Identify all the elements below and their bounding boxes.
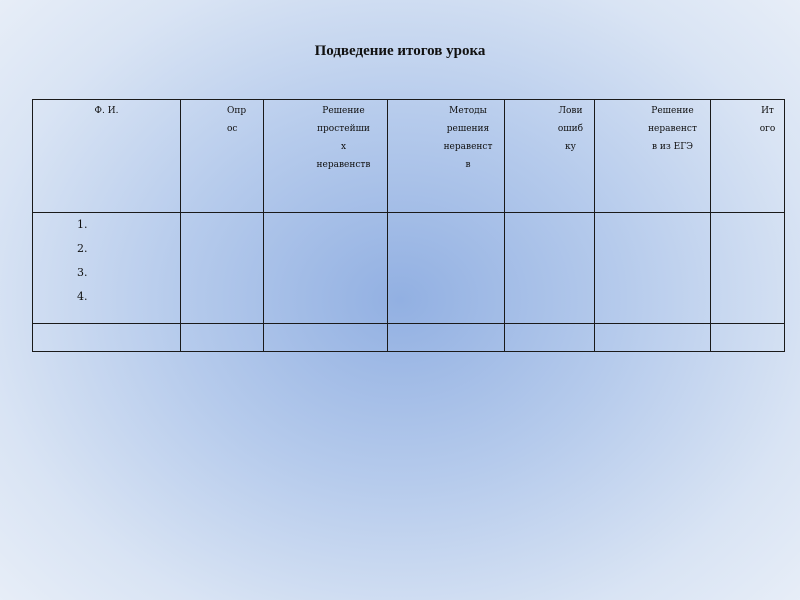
cell-prostye-neravenstva[interactable] bbox=[264, 213, 388, 324]
header-metody-line-4: в bbox=[465, 160, 471, 170]
results-table bbox=[32, 99, 785, 352]
header-fio bbox=[33, 100, 181, 213]
cell-empty[interactable] bbox=[711, 324, 785, 352]
cell-empty[interactable] bbox=[505, 324, 595, 352]
header-metody-line-3: неравенст bbox=[443, 142, 493, 152]
header-row bbox=[33, 100, 785, 213]
header-lovi-line-2: ошиб bbox=[557, 124, 584, 134]
header-prostye-neravenstva bbox=[264, 100, 388, 213]
header-metody bbox=[388, 100, 505, 213]
header-lovi-line-3: ку bbox=[565, 142, 576, 152]
header-opros bbox=[181, 100, 264, 213]
header-itogo-line-1: Ит bbox=[761, 106, 774, 116]
student-number-list bbox=[33, 213, 180, 309]
list-item: 4. bbox=[77, 290, 88, 303]
cell-metody[interactable] bbox=[388, 213, 505, 324]
cell-empty[interactable] bbox=[181, 324, 264, 352]
header-ege-line-1: Решение bbox=[651, 106, 694, 116]
header-opros-line-1: Опр bbox=[227, 106, 247, 116]
header-prostye-line-1: Решение bbox=[322, 106, 365, 116]
list-item: 2. bbox=[77, 242, 88, 255]
header-ege bbox=[595, 100, 711, 213]
header-metody-line-2: решения bbox=[446, 124, 490, 134]
header-prostye-line-2: простейши bbox=[317, 124, 370, 134]
header-ege-line-2: неравенст bbox=[648, 124, 697, 134]
cell-lovi-oshibku[interactable] bbox=[505, 213, 595, 324]
cell-itogo[interactable] bbox=[711, 213, 785, 324]
header-metody-line-1: Методы bbox=[449, 106, 487, 116]
cell-empty[interactable] bbox=[388, 324, 505, 352]
header-opros-line-2: ос bbox=[227, 124, 238, 134]
header-itogo-line-2: ого bbox=[759, 124, 776, 134]
list-item: 1. bbox=[77, 218, 88, 231]
students-row bbox=[33, 213, 785, 324]
list-item: 3. bbox=[77, 266, 88, 279]
header-ege-line-3: в из ЕГЭ bbox=[651, 142, 694, 152]
header-itogo bbox=[711, 100, 785, 213]
header-prostye-line-3: х bbox=[340, 142, 347, 152]
header-lovi-line-1: Лови bbox=[558, 106, 583, 116]
cell-empty[interactable] bbox=[264, 324, 388, 352]
cell-opros[interactable] bbox=[181, 213, 264, 324]
header-prostye-line-4: неравенств bbox=[316, 160, 371, 170]
cell-empty[interactable] bbox=[595, 324, 711, 352]
header-fio-line: Ф. И. bbox=[94, 106, 119, 116]
header-lovi-oshibku bbox=[505, 100, 595, 213]
slide-title: Подведение итогов урока bbox=[314, 43, 486, 59]
cell-student-list[interactable] bbox=[33, 213, 181, 324]
empty-row bbox=[33, 324, 785, 352]
cell-ege[interactable] bbox=[595, 213, 711, 324]
cell-empty[interactable] bbox=[33, 324, 181, 352]
